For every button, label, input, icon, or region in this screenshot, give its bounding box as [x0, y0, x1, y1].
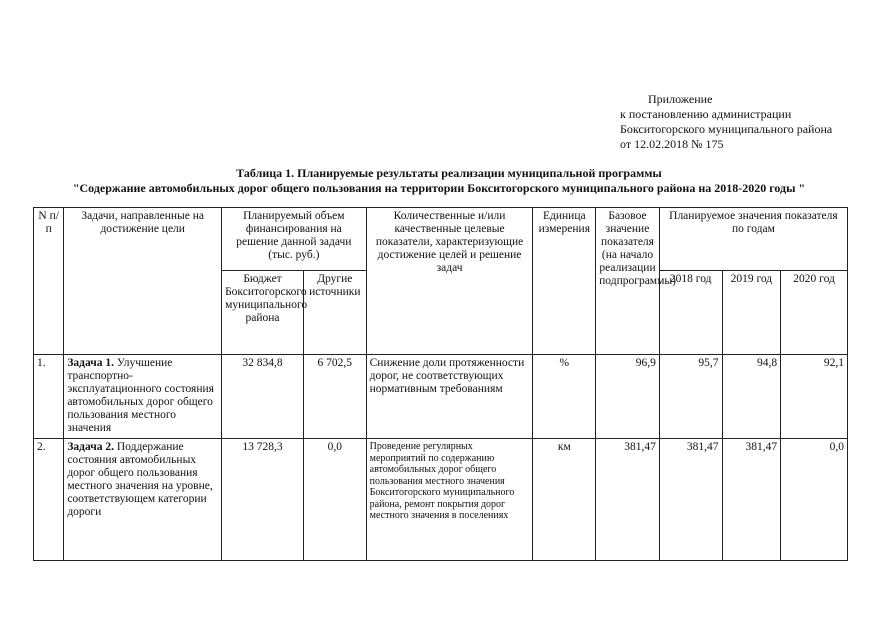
row-base: 381,47: [596, 439, 660, 561]
appendix-block: [620, 92, 832, 152]
header-funding: Планируемый объем финансирования на решение данной задачи (тыс. руб.): [222, 208, 367, 271]
appendix-line-1: Приложение: [648, 92, 713, 106]
task-text: Поддержание состояния автомобильных дорог общего пользования местного значения на уровне, соответствующем категории дороги: [67, 441, 213, 518]
row-2018: 95,7: [659, 355, 722, 439]
header-unit: Единица измерения: [533, 208, 596, 355]
row-indicator: Снижение доли протяженности дорог, не соответствующих нормативным требованиям: [366, 355, 533, 439]
row-budget: 13 728,3: [222, 439, 304, 561]
row-task: [64, 439, 222, 561]
header-base: Базовое значение показателя (на начало реализации подпрограммы): [596, 208, 660, 355]
row-2020: 0,0: [781, 439, 848, 561]
task-title: Задача 1.: [67, 357, 114, 369]
appendix-line-2: к постановлению администрации: [620, 107, 792, 121]
row-unit: %: [533, 355, 596, 439]
document-title: [0, 166, 878, 196]
header-2019: 2019 год: [722, 271, 781, 355]
appendix-line-4: от 12.02.2018 № 175: [620, 137, 724, 151]
row-unit: км: [533, 439, 596, 561]
row-other: 6 702,5: [303, 355, 366, 439]
row-2020: 92,1: [781, 355, 848, 439]
header-2018: 2018 год: [659, 271, 722, 355]
title-line-2: "Содержание автомобильных дорог общего пользования на территории Бокситогорского муниципального района на 2018-2020 годы ": [72, 181, 806, 195]
header-2020: 2020 год: [781, 271, 848, 355]
results-table: [33, 207, 848, 561]
header-planned: Планируемое значения показателя по годам: [659, 208, 847, 271]
table-row: [34, 439, 848, 561]
row-num: 1.: [34, 355, 64, 439]
header-other: Другие источники: [303, 271, 366, 355]
title-line-1: Таблица 1. Планируемые результаты реализации муниципальной программы: [236, 166, 662, 180]
row-2018: 381,47: [659, 439, 722, 561]
task-text: Улучшение транспортно-эксплуатационного состояния автомобильных дорог общего пользования местного значения: [67, 357, 214, 434]
table-row: [34, 355, 848, 439]
header-indicators: Количественные и/или качественные целевые показатели, характеризующие достижение целей и решение задач: [366, 208, 533, 355]
row-num: 2.: [34, 439, 64, 561]
row-indicator: Проведение регулярных мероприятий по содержанию автомобильных дорог общего пользования местного значения Бокситогорского муниципального района, ремонт покрытия дорог местного значения в поселениях: [366, 439, 533, 561]
row-base: 96,9: [596, 355, 660, 439]
header-tasks: Задачи, направленные на достижение цели: [64, 208, 222, 355]
row-task: [64, 355, 222, 439]
row-budget: 32 834,8: [222, 355, 304, 439]
header-num: N п/п: [34, 208, 64, 355]
header-budget: Бюджет Бокситогорского муниципального района: [222, 271, 304, 355]
appendix-line-3: Бокситогорского муниципального района: [620, 122, 833, 136]
task-title: Задача 2.: [67, 441, 114, 453]
row-other: 0,0: [303, 439, 366, 561]
header-row-1: [34, 208, 848, 271]
row-2019: 94,8: [722, 355, 781, 439]
row-2019: 381,47: [722, 439, 781, 561]
